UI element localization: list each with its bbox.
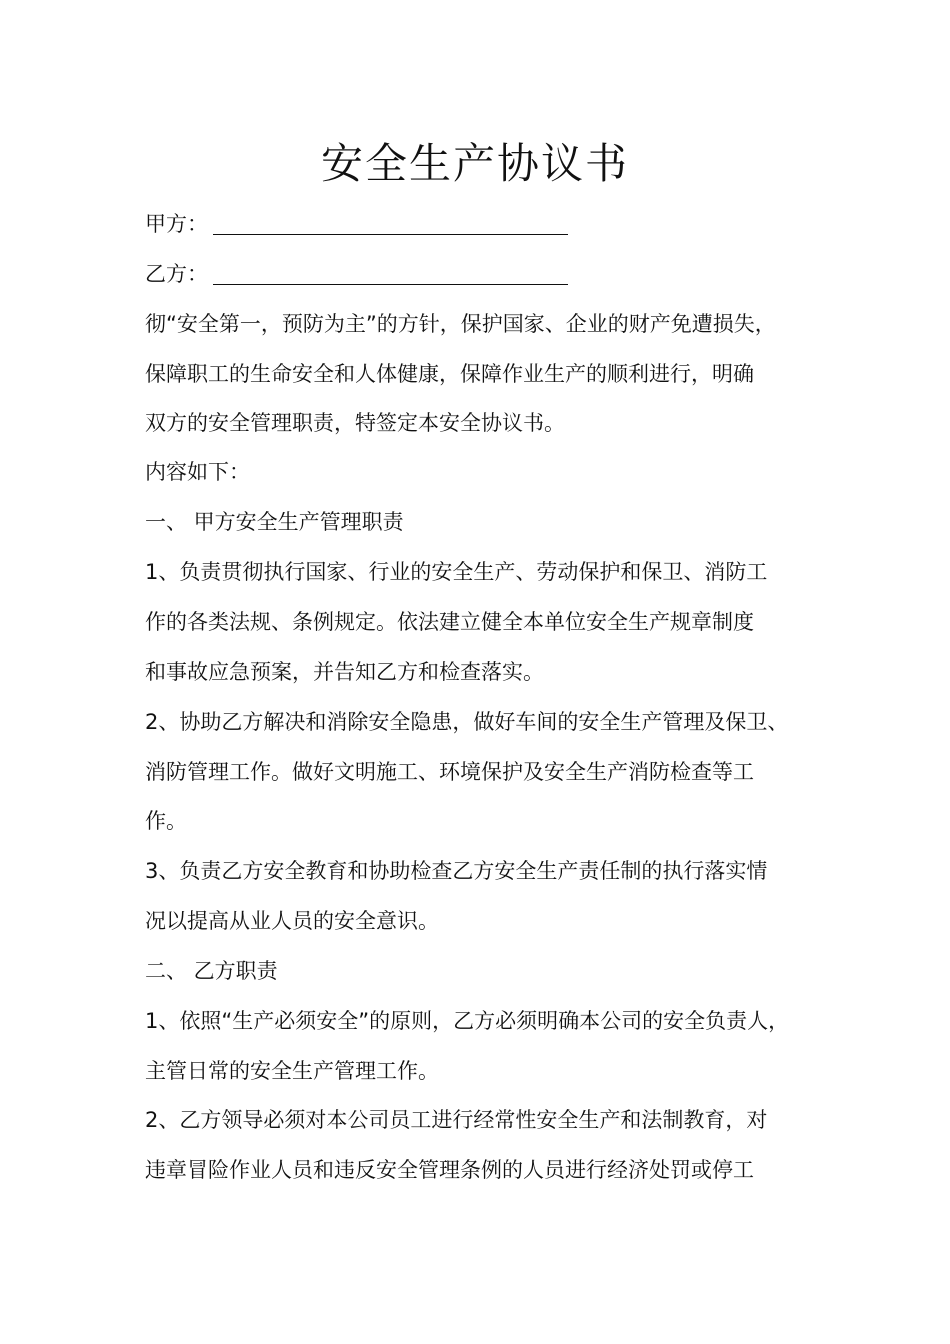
section-heading: 一、 甲方安全生产管理职责: [145, 510, 404, 534]
body-line: 2、乙方领导必须对本公司员工进行经常性安全生产和法制教育，对: [145, 1108, 768, 1132]
body-line: 双方的安全管理职责，特签定本安全协议书。: [145, 411, 565, 435]
body-line: 2、协助乙方解决和消除安全隐患，做好车间的安全生产管理及保卫、: [145, 710, 789, 734]
body-line: 1、负责贯彻执行国家、行业的安全生产、劳动保护和保卫、消防工: [145, 560, 768, 584]
body-line: 和事故应急预案，并告知乙方和检查落实。: [145, 660, 544, 684]
body-line: 3、负责乙方安全教育和协助检查乙方安全生产责任制的执行落实情: [145, 859, 768, 883]
party-a-label: 甲方：: [145, 212, 208, 236]
body-line: 彻“安全第一，预防为主”的方针，保护国家、企业的财产免遭损失，: [145, 312, 776, 336]
body-line: 作的各类法规、条例规定。依法建立健全本单位安全生产规章制度: [145, 610, 754, 634]
body-line: 保障职工的生命安全和人体健康，保障作业生产的顺利进行，明确: [145, 362, 754, 386]
section-heading: 二、 乙方职责: [145, 959, 278, 983]
party-a-blank-line: [213, 234, 568, 235]
body-line: 违章冒险作业人员和违反安全管理条例的人员进行经济处罚或停工: [145, 1158, 754, 1182]
section-intro: 内容如下：: [145, 460, 250, 484]
document-title: 安全生产协议书: [320, 139, 629, 188]
party-b-label: 乙方：: [145, 262, 208, 286]
body-line: 1、依照“生产必须安全”的原则，乙方必须明确本公司的安全负责人，: [145, 1009, 790, 1033]
body-line: 主管日常的安全生产管理工作。: [145, 1059, 439, 1083]
party-b-blank-line: [213, 284, 568, 285]
body-line: 况以提高从业人员的安全意识。: [145, 909, 439, 933]
body-line: 消防管理工作。做好文明施工、环境保护及安全生产消防检查等工: [145, 760, 754, 784]
body-line: 作。: [145, 809, 187, 833]
